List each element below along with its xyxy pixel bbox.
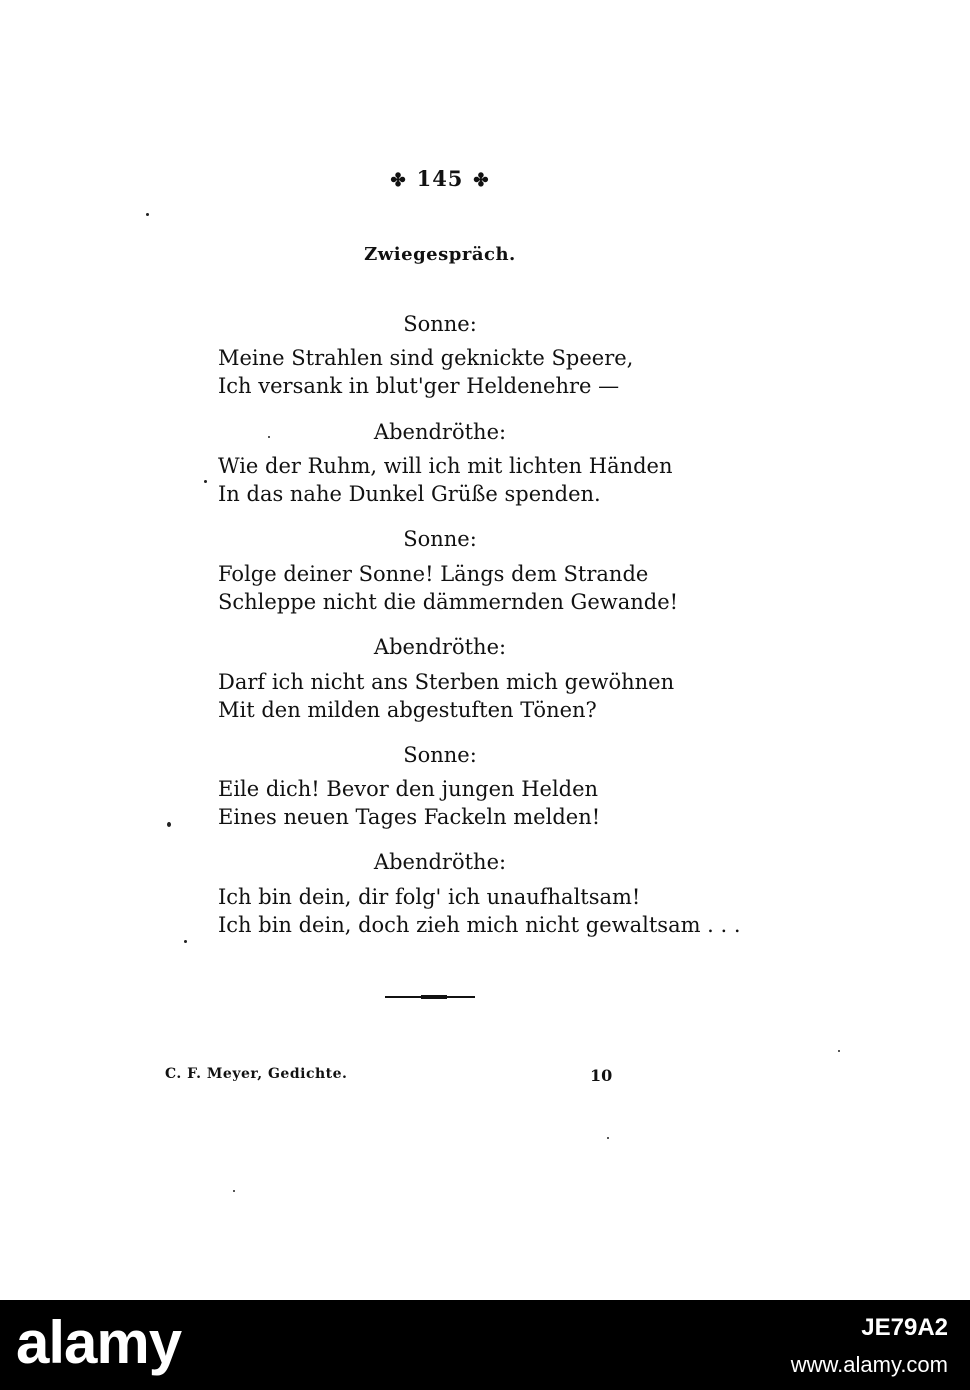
verse-line: Eile dich! Bevor den jungen Helden [218,777,599,801]
speaker-label: Abendröthe: [373,420,507,444]
speaker-label: Sonne: [403,527,477,551]
page-number-text: 145 [416,166,464,191]
stanza [218,344,698,400]
speaker-label: Sonne: [403,312,477,336]
verse-line: Meine Strahlen sind geknickte Speere, [218,346,634,370]
scan-speck [167,822,171,827]
end-rule-center [421,995,447,999]
stanza [218,668,698,724]
brand-logo: alamy [16,1309,182,1376]
stanza [218,560,698,616]
verse-line: Schleppe nicht die dämmernden Gewande! [218,590,679,614]
speaker-label: Sonne: [403,743,477,767]
verse-line: Folge deiner Sonne! Längs dem Strande [218,562,649,586]
ornament-left-icon: ✤ [390,170,407,191]
end-rule [385,996,475,998]
speaker-label: Abendröthe: [373,635,507,659]
scan-speck [607,1137,609,1139]
stanza [218,775,698,831]
page-number [0,166,880,191]
ornament-right-icon: ✤ [473,170,490,191]
scan-speck [233,1190,235,1192]
stanza [218,883,741,939]
footer-author: C. F. Meyer, Gedichte. [165,1066,348,1082]
scan-speck [268,436,270,438]
scan-speck [838,1050,840,1052]
stanza [218,452,698,508]
verse-line: Ich bin dein, dir folg' ich unaufhaltsam! [218,885,641,909]
site-url: www.alamy.com [790,1352,948,1377]
verse-line: In das nahe Dunkel Grüße spenden. [218,482,601,506]
verse-line: Ich versank in blut'ger Heldenehre — [218,374,620,398]
verse-line: Darf ich nicht ans Sterben mich gewöhnen [218,670,675,694]
verse-line: Mit den milden abgestuften Tönen? [218,698,597,722]
speaker-label: Abendröthe: [373,850,507,874]
scan-speck [146,213,149,216]
watermark-banner [0,1300,970,1390]
verse-line: Wie der Ruhm, will ich mit lichten Händen [218,454,673,478]
verse-line: Eines neuen Tages Fackeln melden! [218,805,601,829]
image-id: JE79A2 [861,1314,948,1341]
scan-speck [204,480,207,483]
footer-sheet-number: 10 [590,1066,613,1085]
verse-line: Ich bin dein, doch zieh mich nicht gewaltsam . . . [218,913,741,937]
scan-speck [184,940,187,943]
poem-title: Zwiegespräch. [364,244,516,265]
